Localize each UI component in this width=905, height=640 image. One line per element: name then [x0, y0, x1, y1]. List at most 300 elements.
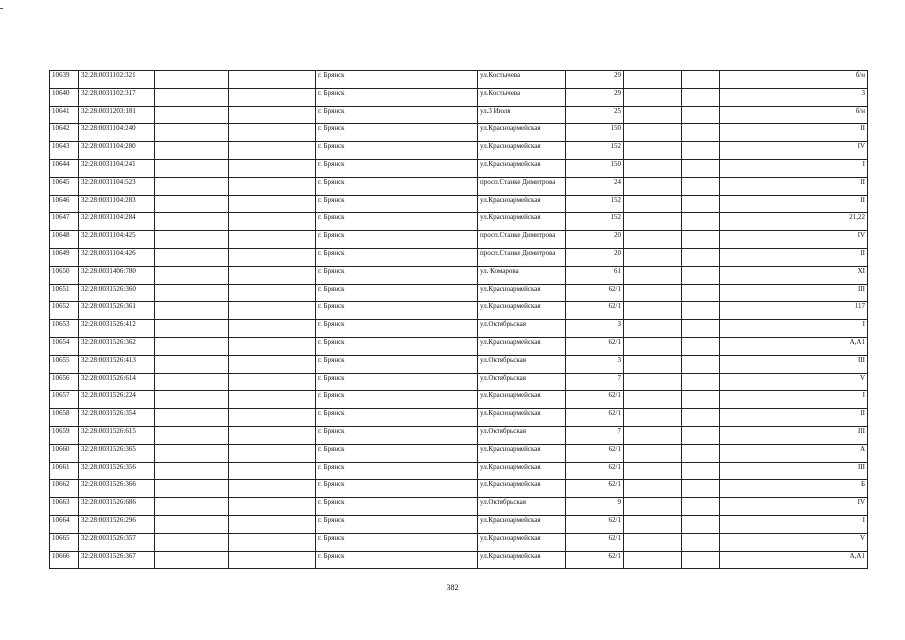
- cell-building-letter: I: [720, 391, 868, 409]
- cell-empty: [624, 106, 682, 124]
- cell-cadastral-number: 32:28:0031526:365: [79, 444, 155, 462]
- table-row: [50, 106, 868, 124]
- table-row: [50, 373, 868, 391]
- cell-empty: [624, 498, 682, 516]
- cell-street: просп.Станке Димитрова: [478, 231, 566, 249]
- cell-empty: [682, 124, 720, 142]
- cell-house-number: 62/1: [566, 462, 624, 480]
- cell-empty: [229, 480, 316, 498]
- cell-empty: [155, 498, 229, 516]
- table-row: [50, 71, 868, 89]
- cell-house-number: 62/1: [566, 409, 624, 427]
- cell-street: ул.3 Июля: [478, 106, 566, 124]
- cell-city: г. Брянск: [316, 106, 478, 124]
- cell-empty: [682, 159, 720, 177]
- cell-house-number: 3: [566, 320, 624, 338]
- cell-record-id: 10644: [50, 159, 79, 177]
- table-row: [50, 231, 868, 249]
- cell-record-id: 10642: [50, 124, 79, 142]
- cell-house-number: 62/1: [566, 515, 624, 533]
- cell-empty: [229, 391, 316, 409]
- cell-building-letter: III: [720, 426, 868, 444]
- cell-empty: [682, 515, 720, 533]
- cell-record-id: 10649: [50, 248, 79, 266]
- cell-house-number: 7: [566, 373, 624, 391]
- scan-edge-mark: [0, 8, 3, 9]
- cell-cadastral-number: 32:28:0031104:240: [79, 124, 155, 142]
- cell-empty: [682, 426, 720, 444]
- cell-city: г. Брянск: [316, 515, 478, 533]
- cell-empty: [155, 480, 229, 498]
- cell-cadastral-number: 32:28:0031526:357: [79, 533, 155, 551]
- cell-record-id: 10656: [50, 373, 79, 391]
- cell-street: ул.Красноармейская: [478, 409, 566, 427]
- cell-empty: [624, 302, 682, 320]
- cell-record-id: 10666: [50, 551, 79, 569]
- cell-empty: [155, 177, 229, 195]
- cell-empty: [624, 88, 682, 106]
- cell-city: г. Брянск: [316, 71, 478, 89]
- cell-cadastral-number: 32:28:0031526:362: [79, 337, 155, 355]
- cell-empty: [155, 551, 229, 569]
- cell-cadastral-number: 32:28:0031526:412: [79, 320, 155, 338]
- cell-street: ул.Красноармейская: [478, 533, 566, 551]
- cell-empty: [624, 391, 682, 409]
- table-row: [50, 302, 868, 320]
- cell-empty: [229, 88, 316, 106]
- cell-building-letter: Б: [720, 480, 868, 498]
- cell-record-id: 10639: [50, 71, 79, 89]
- cell-empty: [682, 195, 720, 213]
- cell-building-letter: IV: [720, 231, 868, 249]
- registry-rows: [50, 71, 868, 569]
- cell-house-number: 3: [566, 355, 624, 373]
- page-number: 382: [446, 583, 459, 592]
- table-row: [50, 159, 868, 177]
- cell-street: ул.Красноармейская: [478, 124, 566, 142]
- cell-building-letter: А,А1: [720, 337, 868, 355]
- cell-cadastral-number: 32:28:0031203:181: [79, 106, 155, 124]
- cell-empty: [624, 284, 682, 302]
- cell-record-id: 10659: [50, 426, 79, 444]
- table-row: [50, 551, 868, 569]
- cell-empty: [682, 337, 720, 355]
- cell-house-number: 24: [566, 177, 624, 195]
- cell-empty: [155, 355, 229, 373]
- cell-empty: [682, 533, 720, 551]
- table-row: [50, 462, 868, 480]
- cell-house-number: 9: [566, 498, 624, 516]
- cell-empty: [682, 373, 720, 391]
- cell-cadastral-number: 32:28:0031102:317: [79, 88, 155, 106]
- cell-city: г. Брянск: [316, 426, 478, 444]
- cell-building-letter: III: [720, 284, 868, 302]
- cell-empty: [155, 248, 229, 266]
- table-row: [50, 284, 868, 302]
- cell-cadastral-number: 32:28:0031526:296: [79, 515, 155, 533]
- cell-building-letter: б/н: [720, 71, 868, 89]
- cell-empty: [229, 124, 316, 142]
- cell-empty: [624, 480, 682, 498]
- cell-house-number: 20: [566, 248, 624, 266]
- cell-building-letter: II: [720, 409, 868, 427]
- cell-empty: [229, 248, 316, 266]
- table-row: [50, 195, 868, 213]
- cell-cadastral-number: 32:28:0031406:780: [79, 266, 155, 284]
- cell-record-id: 10647: [50, 213, 79, 231]
- cell-cadastral-number: 32:28:0031104:426: [79, 248, 155, 266]
- cell-empty: [229, 337, 316, 355]
- cell-record-id: 10653: [50, 320, 79, 338]
- cell-record-id: 10652: [50, 302, 79, 320]
- cell-city: г. Брянск: [316, 533, 478, 551]
- cell-record-id: 10641: [50, 106, 79, 124]
- cell-empty: [682, 355, 720, 373]
- cell-house-number: 152: [566, 195, 624, 213]
- cell-building-letter: IV: [720, 142, 868, 160]
- cell-street: ул.Октябрьская: [478, 320, 566, 338]
- table-row: [50, 426, 868, 444]
- cell-empty: [624, 515, 682, 533]
- cell-empty: [229, 266, 316, 284]
- cell-record-id: 10658: [50, 409, 79, 427]
- cell-empty: [229, 195, 316, 213]
- cell-city: г. Брянск: [316, 409, 478, 427]
- cell-empty: [155, 124, 229, 142]
- cell-house-number: 62/1: [566, 284, 624, 302]
- cell-street: ул.Красноармейская: [478, 391, 566, 409]
- table-row: [50, 498, 868, 516]
- cell-house-number: 25: [566, 106, 624, 124]
- cell-empty: [624, 373, 682, 391]
- cell-cadastral-number: 32:28:0031526:413: [79, 355, 155, 373]
- cell-empty: [624, 409, 682, 427]
- cell-empty: [229, 284, 316, 302]
- cell-house-number: 152: [566, 213, 624, 231]
- cell-cadastral-number: 32:28:0031104:241: [79, 159, 155, 177]
- cell-empty: [229, 551, 316, 569]
- cell-building-letter: I: [720, 159, 868, 177]
- table-row: [50, 248, 868, 266]
- cell-cadastral-number: 32:28:0031526:615: [79, 426, 155, 444]
- cell-city: г. Брянск: [316, 551, 478, 569]
- cell-city: г. Брянск: [316, 444, 478, 462]
- cell-street: ул.Костычева: [478, 71, 566, 89]
- cell-record-id: 10643: [50, 142, 79, 160]
- cell-city: г. Брянск: [316, 142, 478, 160]
- cell-empty: [155, 266, 229, 284]
- cell-record-id: 10663: [50, 498, 79, 516]
- cell-city: г. Брянск: [316, 248, 478, 266]
- cell-building-letter: II: [720, 195, 868, 213]
- cell-cadastral-number: 32:28:0031102:321: [79, 71, 155, 89]
- cell-building-letter: V: [720, 533, 868, 551]
- cell-house-number: 62/1: [566, 337, 624, 355]
- cell-street: ул.Красноармейская: [478, 213, 566, 231]
- cell-empty: [229, 462, 316, 480]
- cell-record-id: 10665: [50, 533, 79, 551]
- cell-cadastral-number: 32:28:0031526:367: [79, 551, 155, 569]
- cell-city: г. Брянск: [316, 498, 478, 516]
- cell-empty: [624, 266, 682, 284]
- cell-city: г. Брянск: [316, 320, 478, 338]
- cell-house-number: 150: [566, 124, 624, 142]
- cell-cadastral-number: 32:28:0031104:425: [79, 231, 155, 249]
- cell-building-letter: II: [720, 177, 868, 195]
- cell-record-id: 10651: [50, 284, 79, 302]
- cell-empty: [682, 231, 720, 249]
- cell-house-number: 62/1: [566, 551, 624, 569]
- cell-empty: [155, 444, 229, 462]
- cell-empty: [682, 409, 720, 427]
- cell-building-letter: V: [720, 373, 868, 391]
- cell-city: г. Брянск: [316, 88, 478, 106]
- cell-empty: [682, 177, 720, 195]
- cell-street: ул.Октябрьская: [478, 373, 566, 391]
- cell-cadastral-number: 32:28:0031526:614: [79, 373, 155, 391]
- cell-street: ул.Красноармейская: [478, 480, 566, 498]
- cell-empty: [682, 551, 720, 569]
- cell-building-letter: А: [720, 444, 868, 462]
- cell-house-number: 29: [566, 71, 624, 89]
- cell-city: г. Брянск: [316, 231, 478, 249]
- cell-city: г. Брянск: [316, 337, 478, 355]
- cell-record-id: 10657: [50, 391, 79, 409]
- cell-empty: [229, 320, 316, 338]
- cell-empty: [682, 142, 720, 160]
- table-row: [50, 480, 868, 498]
- cell-record-id: 10660: [50, 444, 79, 462]
- cell-building-letter: III: [720, 462, 868, 480]
- cell-street: ул.Красноармейская: [478, 444, 566, 462]
- cell-street: ул.Красноармейская: [478, 159, 566, 177]
- cell-street: ул.Красноармейская: [478, 337, 566, 355]
- cell-empty: [155, 195, 229, 213]
- cell-cadastral-number: 32:28:0031104:284: [79, 213, 155, 231]
- cell-empty: [229, 355, 316, 373]
- cell-record-id: 10664: [50, 515, 79, 533]
- cell-street: ул.Красноармейская: [478, 551, 566, 569]
- cell-empty: [682, 498, 720, 516]
- cell-empty: [155, 71, 229, 89]
- table-row: [50, 177, 868, 195]
- table-row: [50, 142, 868, 160]
- cell-record-id: 10646: [50, 195, 79, 213]
- cell-cadastral-number: 32:28:0031526:356: [79, 462, 155, 480]
- cell-empty: [155, 515, 229, 533]
- cell-house-number: 62/1: [566, 391, 624, 409]
- cell-building-letter: IV: [720, 498, 868, 516]
- cell-house-number: 62/1: [566, 480, 624, 498]
- cell-house-number: 150: [566, 159, 624, 177]
- cell-building-letter: I: [720, 320, 868, 338]
- cell-city: г. Брянск: [316, 373, 478, 391]
- cell-street: ул.Красноармейская: [478, 515, 566, 533]
- cell-empty: [682, 480, 720, 498]
- cell-empty: [624, 462, 682, 480]
- cell-empty: [155, 409, 229, 427]
- cell-empty: [229, 142, 316, 160]
- cell-cadastral-number: 32:28:0031104:280: [79, 142, 155, 160]
- table-row: [50, 355, 868, 373]
- cell-empty: [229, 302, 316, 320]
- cell-house-number: 62/1: [566, 533, 624, 551]
- cell-city: г. Брянск: [316, 355, 478, 373]
- cell-empty: [624, 426, 682, 444]
- cell-record-id: 10662: [50, 480, 79, 498]
- cell-street: ул.Октябрьская: [478, 355, 566, 373]
- cell-empty: [624, 320, 682, 338]
- cell-empty: [155, 373, 229, 391]
- table-row: [50, 213, 868, 231]
- cell-empty: [155, 320, 229, 338]
- cell-empty: [624, 213, 682, 231]
- cell-empty: [229, 498, 316, 516]
- cell-city: г. Брянск: [316, 302, 478, 320]
- cell-empty: [682, 320, 720, 338]
- cell-cadastral-number: 32:28:0031526:224: [79, 391, 155, 409]
- cell-empty: [624, 142, 682, 160]
- cell-building-letter: III: [720, 355, 868, 373]
- cell-empty: [155, 88, 229, 106]
- cell-street: ул.Красноармейская: [478, 142, 566, 160]
- cell-city: г. Брянск: [316, 266, 478, 284]
- cell-empty: [624, 248, 682, 266]
- cell-cadastral-number: 32:28:0031526:366: [79, 480, 155, 498]
- cell-empty: [229, 373, 316, 391]
- cell-street: ул.Красноармейская: [478, 195, 566, 213]
- cell-empty: [229, 444, 316, 462]
- cell-cadastral-number: 32:28:0031526:361: [79, 302, 155, 320]
- cell-city: г. Брянск: [316, 195, 478, 213]
- cell-empty: [682, 88, 720, 106]
- cell-cadastral-number: 32:28:0031104:523: [79, 177, 155, 195]
- cell-empty: [229, 106, 316, 124]
- cell-empty: [155, 337, 229, 355]
- cell-city: г. Брянск: [316, 213, 478, 231]
- cell-building-letter: XI: [720, 266, 868, 284]
- cell-building-letter: II: [720, 124, 868, 142]
- cell-house-number: 152: [566, 142, 624, 160]
- cell-empty: [229, 231, 316, 249]
- cell-empty: [155, 391, 229, 409]
- cell-empty: [155, 142, 229, 160]
- table-row: [50, 124, 868, 142]
- cell-empty: [229, 213, 316, 231]
- cell-empty: [155, 462, 229, 480]
- table-row: [50, 533, 868, 551]
- table-row: [50, 391, 868, 409]
- cell-empty: [624, 337, 682, 355]
- cell-record-id: 10640: [50, 88, 79, 106]
- cell-empty: [229, 515, 316, 533]
- cell-building-letter: 3: [720, 88, 868, 106]
- cell-empty: [155, 159, 229, 177]
- cell-empty: [682, 391, 720, 409]
- cell-empty: [155, 284, 229, 302]
- cell-cadastral-number: 32:28:0031526:360: [79, 284, 155, 302]
- cell-building-letter: А,А1: [720, 551, 868, 569]
- cell-record-id: 10648: [50, 231, 79, 249]
- cell-empty: [682, 213, 720, 231]
- cell-record-id: 10654: [50, 337, 79, 355]
- cell-empty: [155, 302, 229, 320]
- cell-empty: [155, 231, 229, 249]
- cell-empty: [682, 284, 720, 302]
- cell-street: ул.Костычева: [478, 88, 566, 106]
- cell-record-id: 10655: [50, 355, 79, 373]
- cell-city: г. Брянск: [316, 391, 478, 409]
- cell-empty: [682, 106, 720, 124]
- cell-empty: [155, 213, 229, 231]
- cell-house-number: 29: [566, 88, 624, 106]
- cell-empty: [155, 533, 229, 551]
- cell-empty: [682, 71, 720, 89]
- cell-street: просп.Станке Димитрова: [478, 177, 566, 195]
- cell-building-letter: 117: [720, 302, 868, 320]
- cell-empty: [624, 355, 682, 373]
- cell-record-id: 10650: [50, 266, 79, 284]
- cell-building-letter: б/н: [720, 106, 868, 124]
- cell-empty: [624, 551, 682, 569]
- cell-building-letter: I: [720, 515, 868, 533]
- table-row: [50, 409, 868, 427]
- cell-cadastral-number: 32:28:0031526:686: [79, 498, 155, 516]
- cell-empty: [682, 248, 720, 266]
- registry-table: [49, 70, 868, 569]
- cell-empty: [229, 159, 316, 177]
- table-row: [50, 320, 868, 338]
- cell-empty: [682, 444, 720, 462]
- cell-empty: [682, 462, 720, 480]
- cell-city: г. Брянск: [316, 124, 478, 142]
- cell-building-letter: II: [720, 248, 868, 266]
- cell-city: г. Брянск: [316, 159, 478, 177]
- cell-street: ул.Красноармейская: [478, 462, 566, 480]
- cell-cadastral-number: 32:28:0031526:354: [79, 409, 155, 427]
- cell-empty: [624, 195, 682, 213]
- cell-city: г. Брянск: [316, 462, 478, 480]
- cell-empty: [624, 444, 682, 462]
- cell-house-number: 61: [566, 266, 624, 284]
- cell-empty: [229, 426, 316, 444]
- cell-cadastral-number: 32:28:0031104:283: [79, 195, 155, 213]
- cell-house-number: 62/1: [566, 302, 624, 320]
- cell-city: г. Брянск: [316, 480, 478, 498]
- cell-empty: [155, 426, 229, 444]
- cell-city: г. Брянск: [316, 177, 478, 195]
- cell-empty: [229, 71, 316, 89]
- table-row: [50, 337, 868, 355]
- cell-empty: [624, 124, 682, 142]
- cell-empty: [624, 159, 682, 177]
- cell-street: ул. Комарова: [478, 266, 566, 284]
- cell-record-id: 10661: [50, 462, 79, 480]
- cell-street: ул.Красноармейская: [478, 302, 566, 320]
- cell-empty: [682, 302, 720, 320]
- cell-empty: [624, 177, 682, 195]
- cell-empty: [624, 231, 682, 249]
- cell-empty: [624, 533, 682, 551]
- cell-empty: [155, 106, 229, 124]
- table-row: [50, 515, 868, 533]
- cell-city: г. Брянск: [316, 284, 478, 302]
- table-row: [50, 266, 868, 284]
- cell-street: просп.Станке Димитрова: [478, 248, 566, 266]
- table-row: [50, 88, 868, 106]
- cell-empty: [624, 71, 682, 89]
- cell-street: ул.Октябрьская: [478, 498, 566, 516]
